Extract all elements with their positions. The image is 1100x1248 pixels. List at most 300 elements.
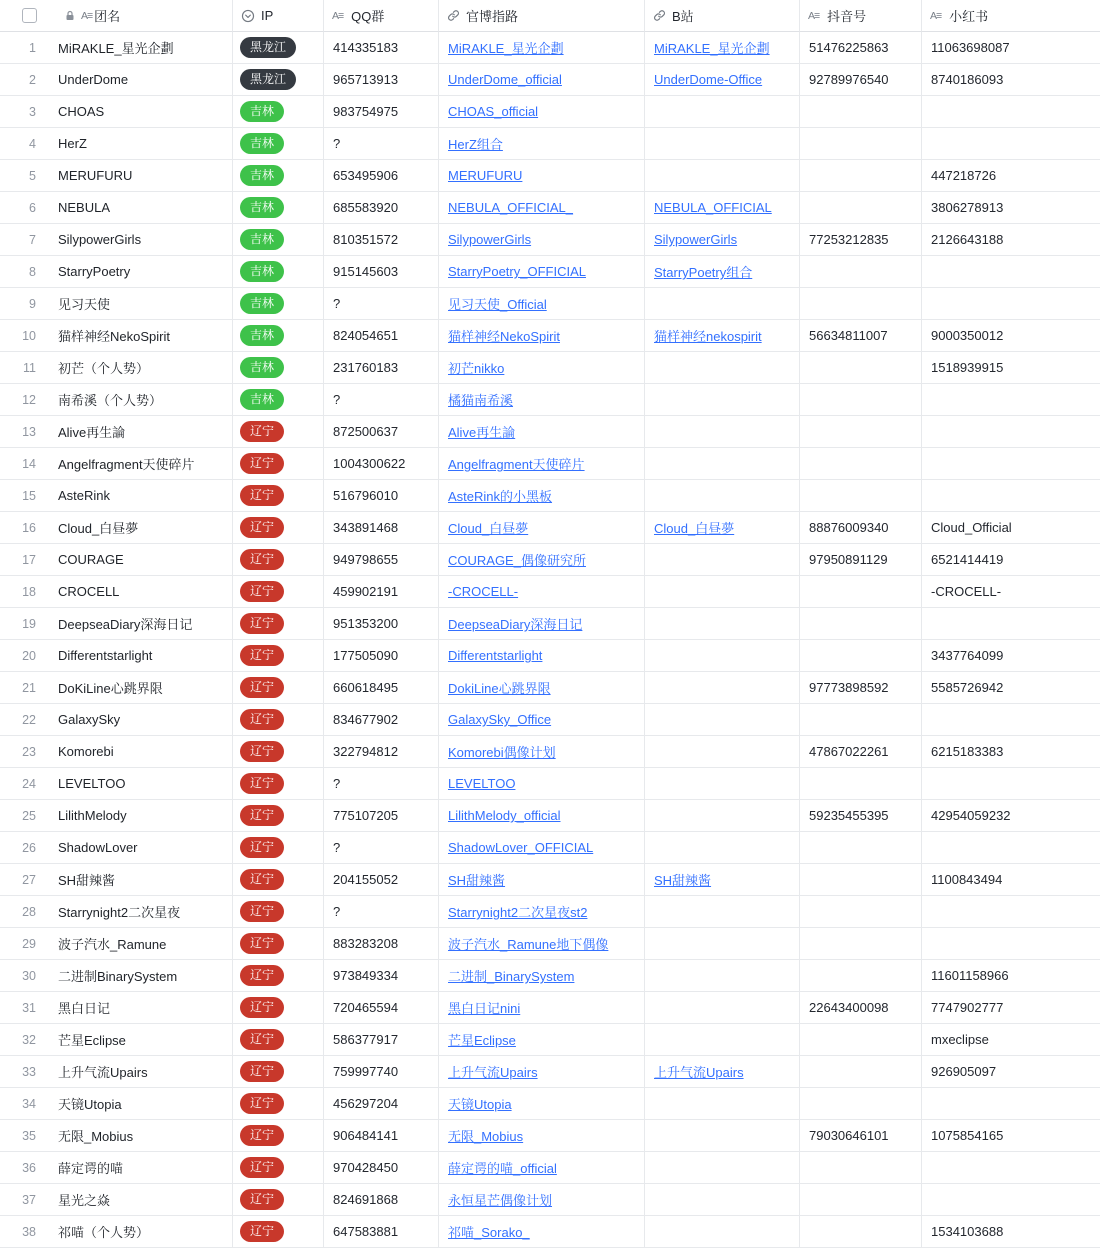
- cell-xhs[interactable]: [922, 1024, 1100, 1056]
- cell-weibo[interactable]: [439, 864, 645, 896]
- cell-qq[interactable]: [324, 96, 439, 128]
- cell-douyin[interactable]: [800, 160, 922, 192]
- cell-ip[interactable]: [233, 896, 324, 928]
- cell-weibo[interactable]: [439, 800, 645, 832]
- row-number[interactable]: 27: [22, 872, 36, 887]
- row-number[interactable]: 36: [22, 1160, 36, 1175]
- cell-ip[interactable]: [233, 672, 324, 704]
- cell-qq[interactable]: [324, 704, 439, 736]
- cell-bilibili[interactable]: [645, 896, 800, 928]
- table-row[interactable]: [0, 1056, 1100, 1088]
- cell-group-name[interactable]: [0, 224, 233, 256]
- cell-ip[interactable]: [233, 416, 324, 448]
- table-row[interactable]: [0, 864, 1100, 896]
- cell-bilibili[interactable]: [645, 1184, 800, 1216]
- weibo-link[interactable]: -CROCELL-: [448, 584, 519, 599]
- cell-weibo[interactable]: [439, 960, 645, 992]
- cell-ip[interactable]: [233, 64, 324, 96]
- cell-weibo[interactable]: [439, 896, 645, 928]
- cell-douyin[interactable]: [800, 1216, 922, 1248]
- weibo-link[interactable]: NEBULA_OFFICIAL_: [448, 200, 573, 215]
- cell-weibo[interactable]: [439, 128, 645, 160]
- bilibili-link[interactable]: UnderDome-Office: [654, 72, 763, 87]
- cell-douyin[interactable]: [800, 1056, 922, 1088]
- cell-weibo[interactable]: [439, 416, 645, 448]
- table-row[interactable]: [0, 608, 1100, 640]
- weibo-link[interactable]: Starrynight2二次星夜st2: [448, 905, 588, 920]
- row-number[interactable]: 1: [29, 40, 36, 55]
- weibo-link[interactable]: 永恒星芒偶像计划: [448, 1193, 553, 1208]
- table-row[interactable]: [0, 256, 1100, 288]
- cell-qq[interactable]: [324, 1120, 439, 1152]
- table-row[interactable]: [0, 96, 1100, 128]
- cell-xhs[interactable]: [922, 448, 1100, 480]
- row-number[interactable]: 5: [29, 168, 36, 183]
- cell-xhs[interactable]: [922, 512, 1100, 544]
- weibo-link[interactable]: 薛定谔的喵_official: [448, 1161, 557, 1176]
- weibo-link[interactable]: LilithMelody_official: [448, 808, 561, 823]
- cell-qq[interactable]: [324, 64, 439, 96]
- cell-group-name[interactable]: [0, 864, 233, 896]
- cell-xhs[interactable]: [922, 736, 1100, 768]
- cell-douyin[interactable]: [800, 1024, 922, 1056]
- cell-bilibili[interactable]: [645, 96, 800, 128]
- cell-qq[interactable]: [324, 544, 439, 576]
- cell-weibo[interactable]: [439, 992, 645, 1024]
- cell-bilibili[interactable]: [645, 1216, 800, 1248]
- cell-bilibili[interactable]: [645, 832, 800, 864]
- cell-weibo[interactable]: [439, 256, 645, 288]
- cell-group-name[interactable]: [0, 672, 233, 704]
- cell-ip[interactable]: [233, 288, 324, 320]
- row-number[interactable]: 4: [29, 136, 36, 151]
- cell-ip[interactable]: [233, 992, 324, 1024]
- cell-ip[interactable]: [233, 608, 324, 640]
- cell-xhs[interactable]: [922, 96, 1100, 128]
- row-number[interactable]: 22: [22, 712, 36, 727]
- weibo-link[interactable]: MERUFURU: [448, 168, 523, 183]
- cell-xhs[interactable]: [922, 128, 1100, 160]
- cell-ip[interactable]: [233, 928, 324, 960]
- cell-bilibili[interactable]: [645, 352, 800, 384]
- cell-ip[interactable]: [233, 256, 324, 288]
- cell-xhs[interactable]: [922, 1056, 1100, 1088]
- cell-douyin[interactable]: [800, 352, 922, 384]
- cell-group-name[interactable]: [0, 96, 233, 128]
- table-row[interactable]: [0, 64, 1100, 96]
- cell-qq[interactable]: [324, 800, 439, 832]
- cell-bilibili[interactable]: [645, 928, 800, 960]
- bilibili-link[interactable]: 猫样神经nekospirit: [654, 329, 762, 344]
- row-number[interactable]: 16: [22, 520, 36, 535]
- cell-group-name[interactable]: [0, 448, 233, 480]
- cell-bilibili[interactable]: [645, 320, 800, 352]
- table-row[interactable]: [0, 800, 1100, 832]
- cell-bilibili[interactable]: [645, 64, 800, 96]
- cell-weibo[interactable]: [439, 160, 645, 192]
- cell-qq[interactable]: [324, 512, 439, 544]
- table-row[interactable]: [0, 1120, 1100, 1152]
- row-number[interactable]: 29: [22, 936, 36, 951]
- row-number[interactable]: 20: [22, 648, 36, 663]
- cell-xhs[interactable]: [922, 928, 1100, 960]
- cell-weibo[interactable]: [439, 224, 645, 256]
- cell-bilibili[interactable]: [645, 736, 800, 768]
- cell-weibo[interactable]: [439, 1152, 645, 1184]
- cell-group-name[interactable]: [0, 512, 233, 544]
- cell-weibo[interactable]: [439, 192, 645, 224]
- cell-xhs[interactable]: [922, 640, 1100, 672]
- cell-ip[interactable]: [233, 1216, 324, 1248]
- weibo-link[interactable]: 橘猫南希溪: [448, 393, 514, 408]
- cell-weibo[interactable]: [439, 96, 645, 128]
- weibo-link[interactable]: 上升气流Upairs: [448, 1065, 538, 1080]
- table-row[interactable]: [0, 128, 1100, 160]
- table-row[interactable]: [0, 288, 1100, 320]
- cell-qq[interactable]: [324, 928, 439, 960]
- weibo-link[interactable]: 祁喵_Sorako_: [448, 1225, 530, 1240]
- bilibili-link[interactable]: MiRAKLE_星光企劃: [654, 41, 770, 56]
- row-number[interactable]: 24: [22, 776, 36, 791]
- cell-douyin[interactable]: [800, 992, 922, 1024]
- cell-weibo[interactable]: [439, 1056, 645, 1088]
- column-header-weibo[interactable]: [439, 0, 645, 32]
- table-row[interactable]: [0, 896, 1100, 928]
- cell-bilibili[interactable]: [645, 192, 800, 224]
- cell-douyin[interactable]: [800, 480, 922, 512]
- cell-group-name[interactable]: [0, 416, 233, 448]
- cell-group-name[interactable]: [0, 128, 233, 160]
- table-row[interactable]: [0, 992, 1100, 1024]
- cell-ip[interactable]: [233, 352, 324, 384]
- table-row[interactable]: [0, 704, 1100, 736]
- cell-group-name[interactable]: [0, 608, 233, 640]
- table-row[interactable]: [0, 736, 1100, 768]
- cell-douyin[interactable]: [800, 1120, 922, 1152]
- weibo-link[interactable]: 波子汽水_Ramune地下偶像: [448, 937, 609, 952]
- weibo-link[interactable]: Angelfragment天使碎片: [448, 457, 585, 472]
- table-row[interactable]: [0, 192, 1100, 224]
- weibo-link[interactable]: AsteRink的小黑板: [448, 489, 553, 504]
- bilibili-link[interactable]: Cloud_白昼夢: [654, 521, 735, 536]
- row-number[interactable]: 25: [22, 808, 36, 823]
- cell-group-name[interactable]: [0, 928, 233, 960]
- cell-weibo[interactable]: [439, 288, 645, 320]
- bilibili-link[interactable]: 上升气流Upairs: [654, 1065, 744, 1080]
- table-row[interactable]: [0, 928, 1100, 960]
- cell-qq[interactable]: [324, 736, 439, 768]
- cell-bilibili[interactable]: [645, 1024, 800, 1056]
- cell-xhs[interactable]: [922, 608, 1100, 640]
- table-row[interactable]: [0, 352, 1100, 384]
- cell-douyin[interactable]: [800, 64, 922, 96]
- table-row[interactable]: [0, 768, 1100, 800]
- weibo-link[interactable]: Differentstarlight: [448, 648, 543, 663]
- cell-weibo[interactable]: [439, 1024, 645, 1056]
- weibo-link[interactable]: CHOAS_official: [448, 104, 539, 119]
- cell-bilibili[interactable]: [645, 160, 800, 192]
- cell-bilibili[interactable]: [645, 1088, 800, 1120]
- column-header-bilibili[interactable]: [645, 0, 800, 32]
- cell-group-name[interactable]: [0, 288, 233, 320]
- weibo-link[interactable]: ShadowLover_OFFICIAL: [448, 840, 594, 855]
- row-number[interactable]: 18: [22, 584, 36, 599]
- cell-bilibili[interactable]: [645, 960, 800, 992]
- cell-bilibili[interactable]: [645, 256, 800, 288]
- cell-xhs[interactable]: [922, 160, 1100, 192]
- cell-qq[interactable]: [324, 768, 439, 800]
- cell-group-name[interactable]: [0, 704, 233, 736]
- cell-group-name[interactable]: [0, 352, 233, 384]
- cell-ip[interactable]: [233, 576, 324, 608]
- cell-qq[interactable]: [324, 480, 439, 512]
- cell-qq[interactable]: [324, 160, 439, 192]
- cell-group-name[interactable]: [0, 1216, 233, 1248]
- cell-ip[interactable]: [233, 32, 324, 64]
- cell-group-name[interactable]: [0, 480, 233, 512]
- cell-qq[interactable]: [324, 576, 439, 608]
- cell-bilibili[interactable]: [645, 32, 800, 64]
- cell-weibo[interactable]: [439, 32, 645, 64]
- table-row[interactable]: [0, 1088, 1100, 1120]
- cell-qq[interactable]: [324, 640, 439, 672]
- cell-group-name[interactable]: [0, 1024, 233, 1056]
- row-number[interactable]: 11: [23, 360, 36, 375]
- row-number[interactable]: 14: [22, 456, 36, 471]
- cell-douyin[interactable]: [800, 288, 922, 320]
- cell-xhs[interactable]: [922, 64, 1100, 96]
- cell-douyin[interactable]: [800, 32, 922, 64]
- cell-ip[interactable]: [233, 1184, 324, 1216]
- table-row[interactable]: [0, 384, 1100, 416]
- cell-weibo[interactable]: [439, 320, 645, 352]
- cell-ip[interactable]: [233, 384, 324, 416]
- cell-ip[interactable]: [233, 128, 324, 160]
- cell-ip[interactable]: [233, 1088, 324, 1120]
- row-number[interactable]: 10: [22, 328, 36, 343]
- weibo-link[interactable]: 初芒nikko: [448, 361, 505, 376]
- cell-weibo[interactable]: [439, 736, 645, 768]
- cell-qq[interactable]: [324, 672, 439, 704]
- cell-douyin[interactable]: [800, 672, 922, 704]
- cell-bilibili[interactable]: [645, 384, 800, 416]
- cell-group-name[interactable]: [0, 896, 233, 928]
- cell-group-name[interactable]: [0, 384, 233, 416]
- cell-xhs[interactable]: [922, 384, 1100, 416]
- cell-ip[interactable]: [233, 512, 324, 544]
- row-number[interactable]: 37: [22, 1192, 36, 1207]
- cell-group-name[interactable]: [0, 160, 233, 192]
- cell-qq[interactable]: [324, 320, 439, 352]
- cell-douyin[interactable]: [800, 640, 922, 672]
- cell-douyin[interactable]: [800, 1184, 922, 1216]
- weibo-link[interactable]: 芒星Eclipse: [448, 1033, 516, 1048]
- weibo-link[interactable]: UnderDome_official: [448, 72, 562, 87]
- cell-qq[interactable]: [324, 1152, 439, 1184]
- cell-douyin[interactable]: [800, 1152, 922, 1184]
- cell-bilibili[interactable]: [645, 288, 800, 320]
- cell-weibo[interactable]: [439, 608, 645, 640]
- row-number[interactable]: 38: [22, 1224, 36, 1239]
- cell-ip[interactable]: [233, 1024, 324, 1056]
- cell-group-name[interactable]: [0, 1088, 233, 1120]
- cell-xhs[interactable]: [922, 192, 1100, 224]
- cell-xhs[interactable]: [922, 864, 1100, 896]
- cell-ip[interactable]: [233, 832, 324, 864]
- cell-group-name[interactable]: [0, 1184, 233, 1216]
- weibo-link[interactable]: 二进制_BinarySystem: [448, 969, 575, 984]
- cell-bilibili[interactable]: [645, 448, 800, 480]
- table-row[interactable]: [0, 1152, 1100, 1184]
- cell-bilibili[interactable]: [645, 1120, 800, 1152]
- cell-bilibili[interactable]: [645, 800, 800, 832]
- cell-ip[interactable]: [233, 1120, 324, 1152]
- weibo-link[interactable]: Cloud_白昼夢: [448, 521, 529, 536]
- cell-ip[interactable]: [233, 160, 324, 192]
- cell-bilibili[interactable]: [645, 1152, 800, 1184]
- cell-qq[interactable]: [324, 192, 439, 224]
- cell-douyin[interactable]: [800, 384, 922, 416]
- cell-group-name[interactable]: [0, 544, 233, 576]
- table-row[interactable]: [0, 1184, 1100, 1216]
- bilibili-link[interactable]: StarryPoetry组合: [654, 265, 753, 280]
- cell-bilibili[interactable]: [645, 512, 800, 544]
- weibo-link[interactable]: StarryPoetry_OFFICIAL: [448, 264, 586, 279]
- table-row[interactable]: [0, 320, 1100, 352]
- cell-xhs[interactable]: [922, 224, 1100, 256]
- cell-weibo[interactable]: [439, 768, 645, 800]
- cell-qq[interactable]: [324, 960, 439, 992]
- cell-ip[interactable]: [233, 320, 324, 352]
- table-row[interactable]: [0, 512, 1100, 544]
- cell-xhs[interactable]: [922, 32, 1100, 64]
- cell-ip[interactable]: [233, 864, 324, 896]
- weibo-link[interactable]: Komorebi偶像计划: [448, 745, 556, 760]
- weibo-link[interactable]: LEVELTOO: [448, 776, 516, 791]
- cell-group-name[interactable]: [0, 960, 233, 992]
- cell-xhs[interactable]: [922, 768, 1100, 800]
- cell-qq[interactable]: [324, 224, 439, 256]
- cell-douyin[interactable]: [800, 256, 922, 288]
- cell-douyin[interactable]: [800, 512, 922, 544]
- column-header-xhs[interactable]: [922, 0, 1100, 32]
- cell-douyin[interactable]: [800, 224, 922, 256]
- cell-qq[interactable]: [324, 1056, 439, 1088]
- weibo-link[interactable]: DeepseaDiary深海日记: [448, 617, 583, 632]
- cell-weibo[interactable]: [439, 1120, 645, 1152]
- cell-bilibili[interactable]: [645, 128, 800, 160]
- cell-qq[interactable]: [324, 864, 439, 896]
- cell-qq[interactable]: [324, 256, 439, 288]
- table-row[interactable]: [0, 1216, 1100, 1248]
- cell-douyin[interactable]: [800, 704, 922, 736]
- table-row[interactable]: [0, 576, 1100, 608]
- cell-qq[interactable]: [324, 1216, 439, 1248]
- cell-qq[interactable]: [324, 608, 439, 640]
- table-row[interactable]: [0, 224, 1100, 256]
- cell-group-name[interactable]: [0, 992, 233, 1024]
- cell-douyin[interactable]: [800, 736, 922, 768]
- table-row[interactable]: [0, 960, 1100, 992]
- cell-weibo[interactable]: [439, 352, 645, 384]
- cell-xhs[interactable]: [922, 1120, 1100, 1152]
- row-number[interactable]: 21: [22, 680, 36, 695]
- cell-xhs[interactable]: [922, 544, 1100, 576]
- cell-xhs[interactable]: [922, 320, 1100, 352]
- cell-douyin[interactable]: [800, 896, 922, 928]
- cell-douyin[interactable]: [800, 320, 922, 352]
- cell-ip[interactable]: [233, 960, 324, 992]
- weibo-link[interactable]: 无限_Mobius: [448, 1129, 524, 1144]
- column-header-qq[interactable]: [324, 0, 439, 32]
- cell-weibo[interactable]: [439, 1184, 645, 1216]
- cell-bilibili[interactable]: [645, 224, 800, 256]
- cell-ip[interactable]: [233, 480, 324, 512]
- bilibili-link[interactable]: SilypowerGirls: [654, 232, 738, 247]
- cell-xhs[interactable]: [922, 992, 1100, 1024]
- cell-group-name[interactable]: [0, 256, 233, 288]
- row-number[interactable]: 35: [22, 1128, 36, 1143]
- weibo-link[interactable]: 猫样神经NekoSpirit: [448, 329, 560, 344]
- cell-bilibili[interactable]: [645, 576, 800, 608]
- row-number[interactable]: 2: [29, 72, 36, 87]
- table-row[interactable]: [0, 480, 1100, 512]
- cell-weibo[interactable]: [439, 384, 645, 416]
- table-row[interactable]: [0, 416, 1100, 448]
- cell-weibo[interactable]: [439, 544, 645, 576]
- cell-douyin[interactable]: [800, 192, 922, 224]
- cell-xhs[interactable]: [922, 416, 1100, 448]
- weibo-link[interactable]: SilypowerGirls: [448, 232, 532, 247]
- cell-douyin[interactable]: [800, 96, 922, 128]
- table-row[interactable]: [0, 672, 1100, 704]
- table-row[interactable]: [0, 160, 1100, 192]
- cell-weibo[interactable]: [439, 928, 645, 960]
- cell-bilibili[interactable]: [645, 640, 800, 672]
- cell-douyin[interactable]: [800, 448, 922, 480]
- row-number[interactable]: 15: [22, 488, 36, 503]
- column-header-douyin[interactable]: [800, 0, 922, 32]
- weibo-link[interactable]: 见习天使_Official: [448, 297, 547, 312]
- cell-bilibili[interactable]: [645, 608, 800, 640]
- cell-qq[interactable]: [324, 1184, 439, 1216]
- cell-group-name[interactable]: [0, 832, 233, 864]
- cell-xhs[interactable]: [922, 256, 1100, 288]
- cell-weibo[interactable]: [439, 640, 645, 672]
- cell-xhs[interactable]: [922, 672, 1100, 704]
- cell-xhs[interactable]: [922, 1216, 1100, 1248]
- cell-group-name[interactable]: [0, 1056, 233, 1088]
- weibo-link[interactable]: DokiLine心跳界限: [448, 681, 551, 696]
- cell-ip[interactable]: [233, 224, 324, 256]
- table-row[interactable]: [0, 640, 1100, 672]
- cell-bilibili[interactable]: [645, 992, 800, 1024]
- cell-douyin[interactable]: [800, 960, 922, 992]
- cell-group-name[interactable]: [0, 640, 233, 672]
- cell-ip[interactable]: [233, 192, 324, 224]
- row-number[interactable]: 30: [22, 968, 36, 983]
- cell-xhs[interactable]: [922, 832, 1100, 864]
- row-number[interactable]: 17: [22, 552, 36, 567]
- cell-group-name[interactable]: [0, 192, 233, 224]
- row-number[interactable]: 13: [22, 424, 36, 439]
- cell-group-name[interactable]: [0, 320, 233, 352]
- row-number[interactable]: 19: [22, 616, 36, 631]
- weibo-link[interactable]: SH甜辣酱: [448, 873, 506, 888]
- cell-bilibili[interactable]: [645, 768, 800, 800]
- row-number[interactable]: 7: [29, 232, 36, 247]
- cell-ip[interactable]: [233, 704, 324, 736]
